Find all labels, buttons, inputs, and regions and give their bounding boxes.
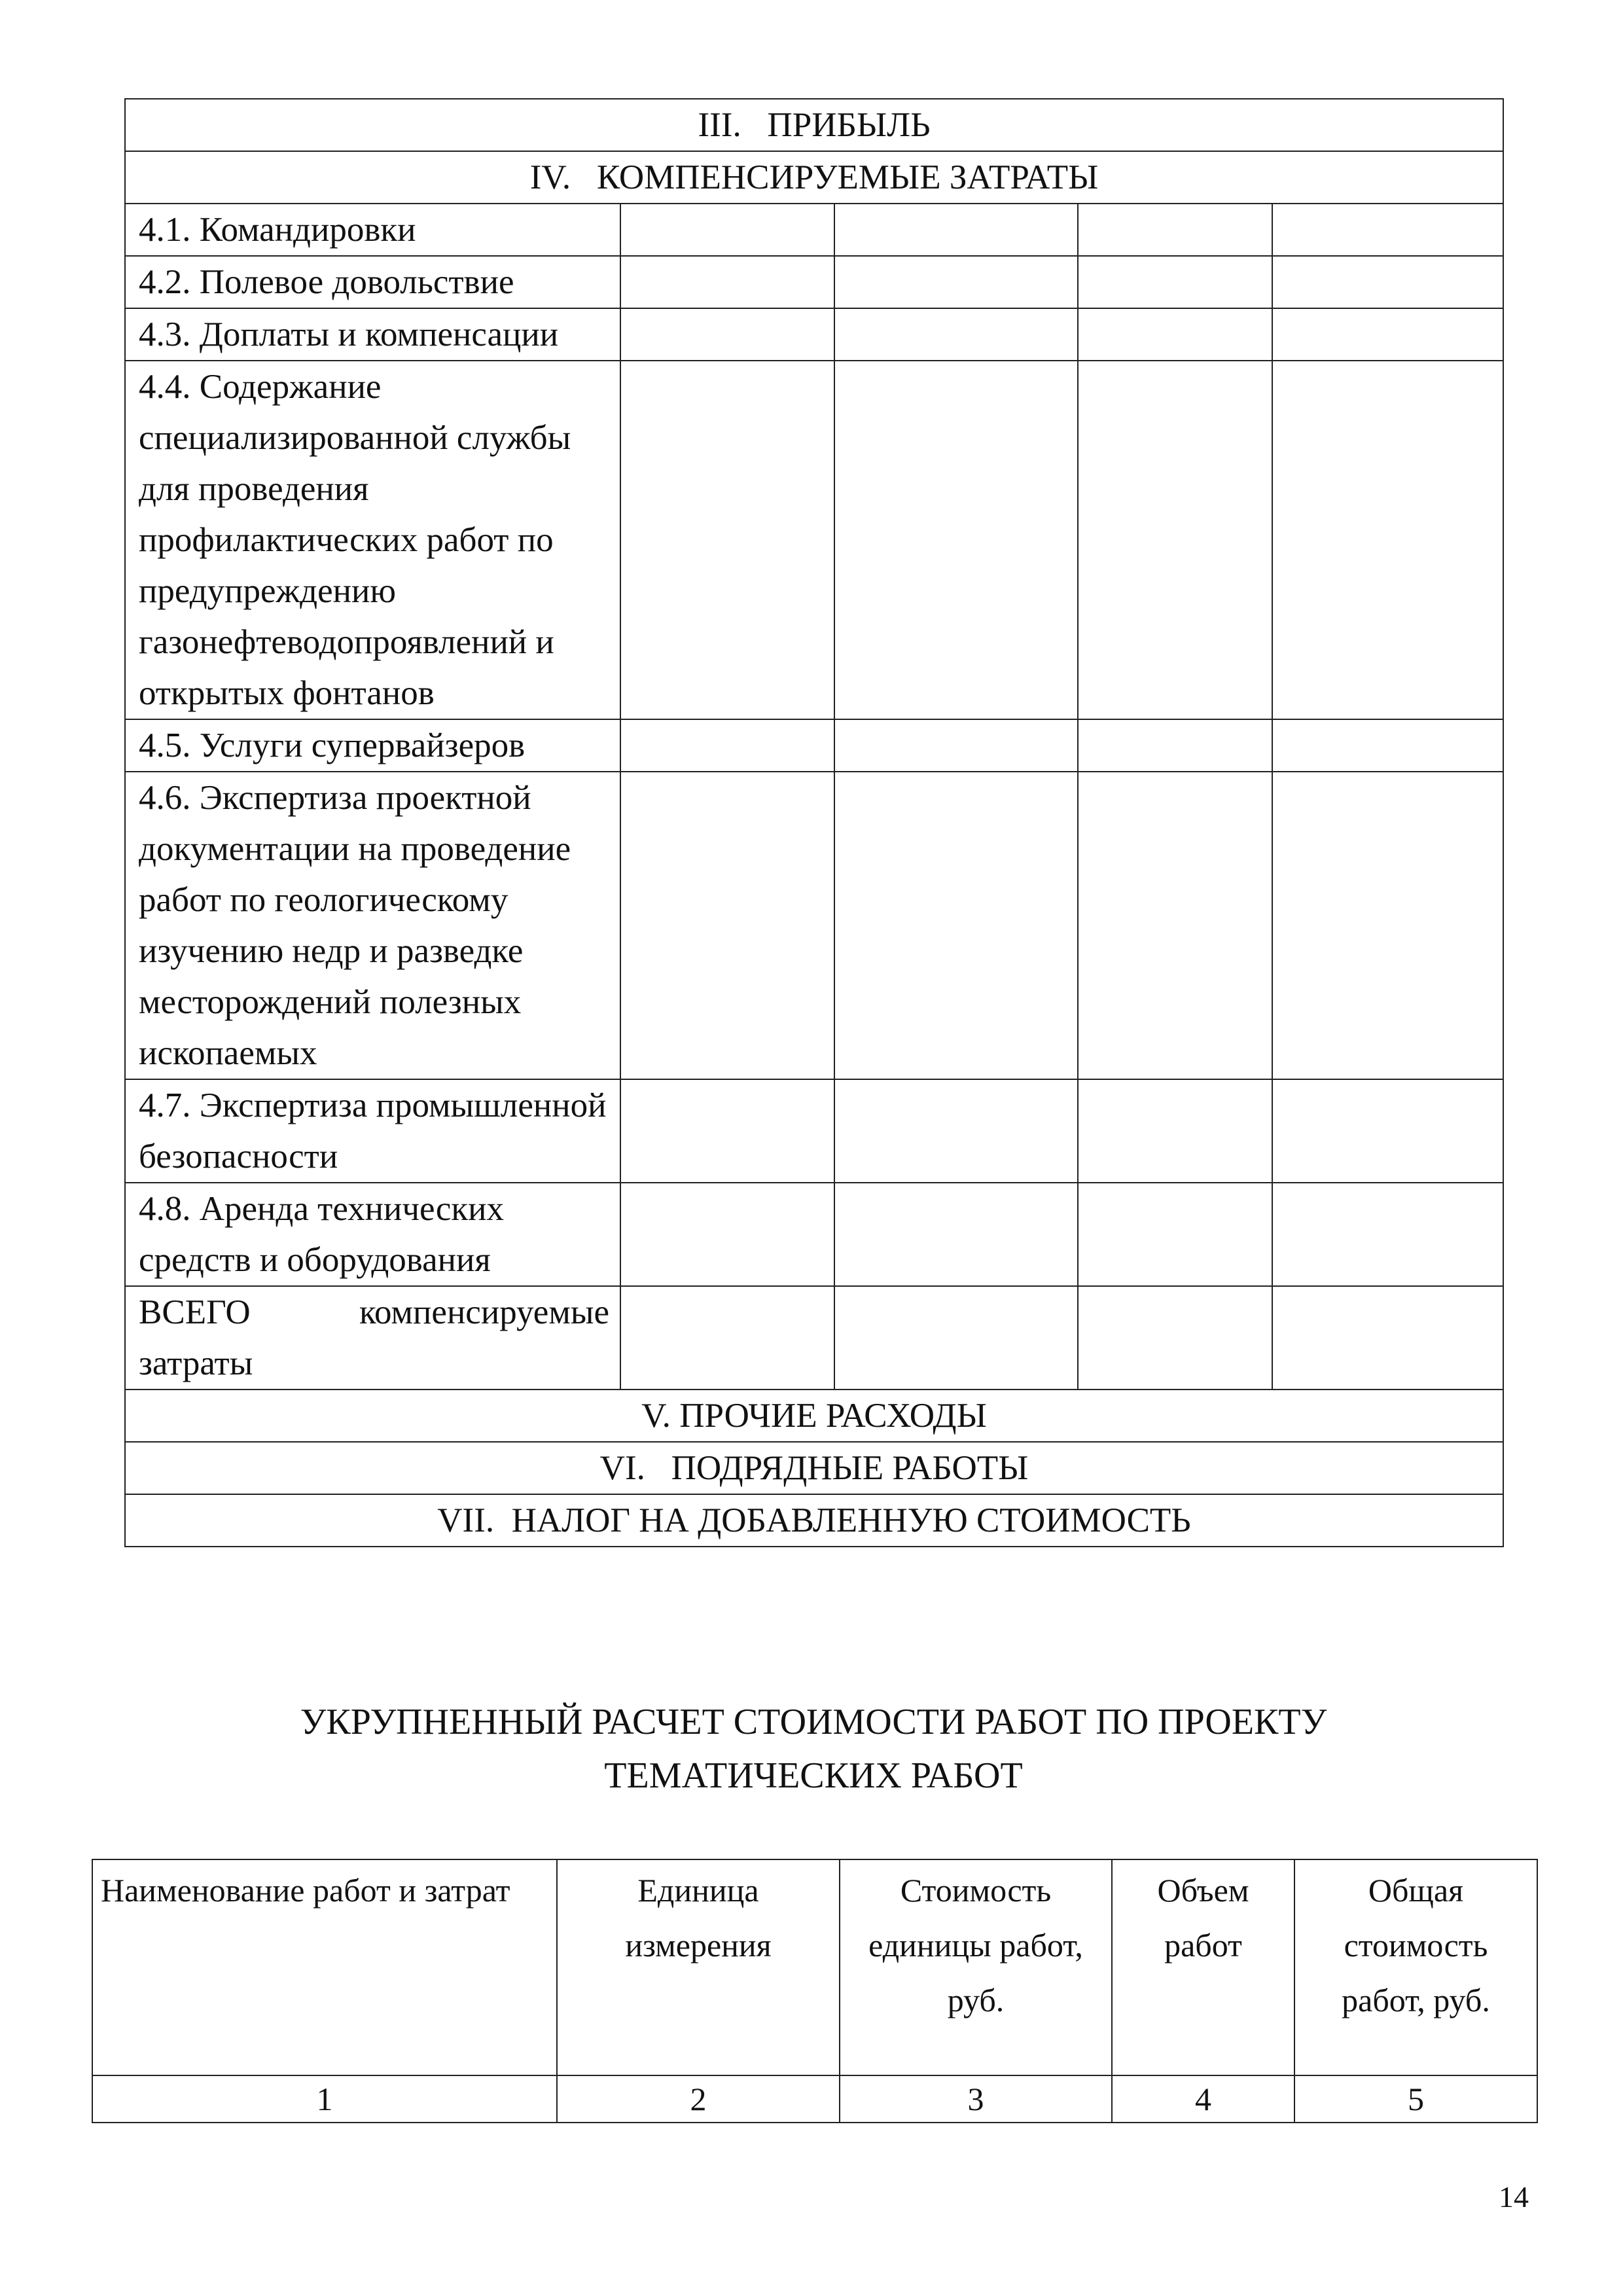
column-header-unit-cost: Стоимость единицы работ, руб. <box>840 1859 1112 2075</box>
section-title: ПРИБЫЛЬ <box>767 106 931 144</box>
column-header-unit: Единица измерения <box>557 1859 840 2075</box>
row-label: 4.6. Экспертиза проектной документации на проведение работ по геологическому изучению недр и разведке месторождений полезных ископаемых <box>125 772 620 1079</box>
row-label: 4.8. Аренда технических средств и оборудования <box>125 1183 620 1286</box>
section-title: ПРОЧИЕ РАСХОДЫ <box>679 1397 987 1435</box>
section-row-vi <box>125 1442 1503 1494</box>
section-row-iv <box>125 151 1503 204</box>
table-row <box>125 1183 1503 1286</box>
column-header-volume: Объем работ <box>1112 1859 1294 2075</box>
value-cell <box>834 1079 1078 1183</box>
value-cell <box>1078 361 1272 719</box>
value-cell <box>834 1286 1078 1390</box>
value-cell <box>1272 204 1503 256</box>
value-cell <box>834 361 1078 719</box>
section-number: IV. <box>529 158 571 196</box>
section-number: VII. <box>437 1501 495 1539</box>
column-number: 3 <box>840 2075 1112 2123</box>
value-cell <box>1078 1079 1272 1183</box>
cost-calculation-table <box>92 1859 1538 2123</box>
value-cell <box>620 719 834 772</box>
section-cell <box>125 1442 1503 1494</box>
value-cell <box>1272 1079 1503 1183</box>
total-label: ВСЕГО компенсируемые затраты <box>125 1286 620 1390</box>
column-header-total-cost: Общая стоимость работ, руб. <box>1294 1859 1537 2075</box>
value-cell <box>834 772 1078 1079</box>
row-label: 4.4. Содержание специализированной службы для проведения профилактических работ по предупреждению газонефтеводопроявлений и открытых фонтанов <box>125 361 620 719</box>
value-cell <box>1272 308 1503 361</box>
column-number: 4 <box>1112 2075 1294 2123</box>
row-label: 4.5. Услуги супервайзеров <box>125 719 620 772</box>
value-cell <box>834 1183 1078 1286</box>
value-cell <box>620 772 834 1079</box>
row-label: 4.3. Доплаты и компенсации <box>125 308 620 361</box>
value-cell <box>1078 256 1272 308</box>
section-number: V. <box>641 1397 671 1435</box>
value-cell <box>834 308 1078 361</box>
column-number: 2 <box>557 2075 840 2123</box>
value-cell <box>1272 1286 1503 1390</box>
table-row <box>125 204 1503 256</box>
heading-line-1: УКРУПНЕННЫЙ РАСЧЕТ СТОИМОСТИ РАБОТ ПО ПРОЕКТУ <box>300 1702 1327 1742</box>
row-label: 4.1. Командировки <box>125 204 620 256</box>
value-cell <box>620 361 834 719</box>
section-heading <box>124 1695 1503 1803</box>
value-cell <box>1272 772 1503 1079</box>
section-cell <box>125 1390 1503 1442</box>
value-cell <box>1272 361 1503 719</box>
section-row-vii <box>125 1494 1503 1547</box>
section-number: III. <box>698 106 741 144</box>
table-row <box>125 308 1503 361</box>
table-row <box>125 719 1503 772</box>
value-cell <box>1272 1183 1503 1286</box>
value-cell <box>1078 1286 1272 1390</box>
table-row <box>125 1079 1503 1183</box>
value-cell <box>620 308 834 361</box>
heading-line-2: ТЕМАТИЧЕСКИХ РАБОТ <box>604 1755 1023 1796</box>
value-cell <box>620 256 834 308</box>
value-cell <box>620 1183 834 1286</box>
row-label: 4.7. Экспертиза промышленной безопасности <box>125 1079 620 1183</box>
section-number: VI. <box>599 1449 645 1487</box>
section-cell <box>125 151 1503 204</box>
value-cell <box>834 204 1078 256</box>
section-title: ПОДРЯДНЫЕ РАБОТЫ <box>671 1449 1029 1487</box>
row-label: 4.2. Полевое довольствие <box>125 256 620 308</box>
column-header-name: Наименование работ и затрат <box>92 1859 557 2075</box>
section-cell <box>125 1494 1503 1547</box>
table-row <box>125 772 1503 1079</box>
value-cell <box>1078 719 1272 772</box>
column-number-row <box>92 2075 1537 2123</box>
value-cell <box>620 1079 834 1183</box>
page-number: 14 <box>1499 2180 1529 2214</box>
value-cell <box>1272 256 1503 308</box>
section-title: НАЛОГ НА ДОБАВЛЕННУЮ СТОИМОСТЬ <box>511 1501 1191 1539</box>
column-number: 5 <box>1294 2075 1537 2123</box>
table-row <box>125 256 1503 308</box>
column-number: 1 <box>92 2075 557 2123</box>
value-cell <box>1078 1183 1272 1286</box>
table-row <box>125 361 1503 719</box>
value-cell <box>1078 204 1272 256</box>
value-cell <box>1272 719 1503 772</box>
header-row <box>92 1859 1537 2075</box>
value-cell <box>1078 772 1272 1079</box>
value-cell <box>834 256 1078 308</box>
total-row <box>125 1286 1503 1390</box>
section-title: КОМПЕНСИРУЕМЫЕ ЗАТРАТЫ <box>596 158 1099 196</box>
compensated-costs-table <box>124 98 1504 1547</box>
section-cell <box>125 99 1503 151</box>
value-cell <box>620 204 834 256</box>
value-cell <box>1078 308 1272 361</box>
section-row-v <box>125 1390 1503 1442</box>
value-cell <box>834 719 1078 772</box>
section-row-iii <box>125 99 1503 151</box>
value-cell <box>620 1286 834 1390</box>
